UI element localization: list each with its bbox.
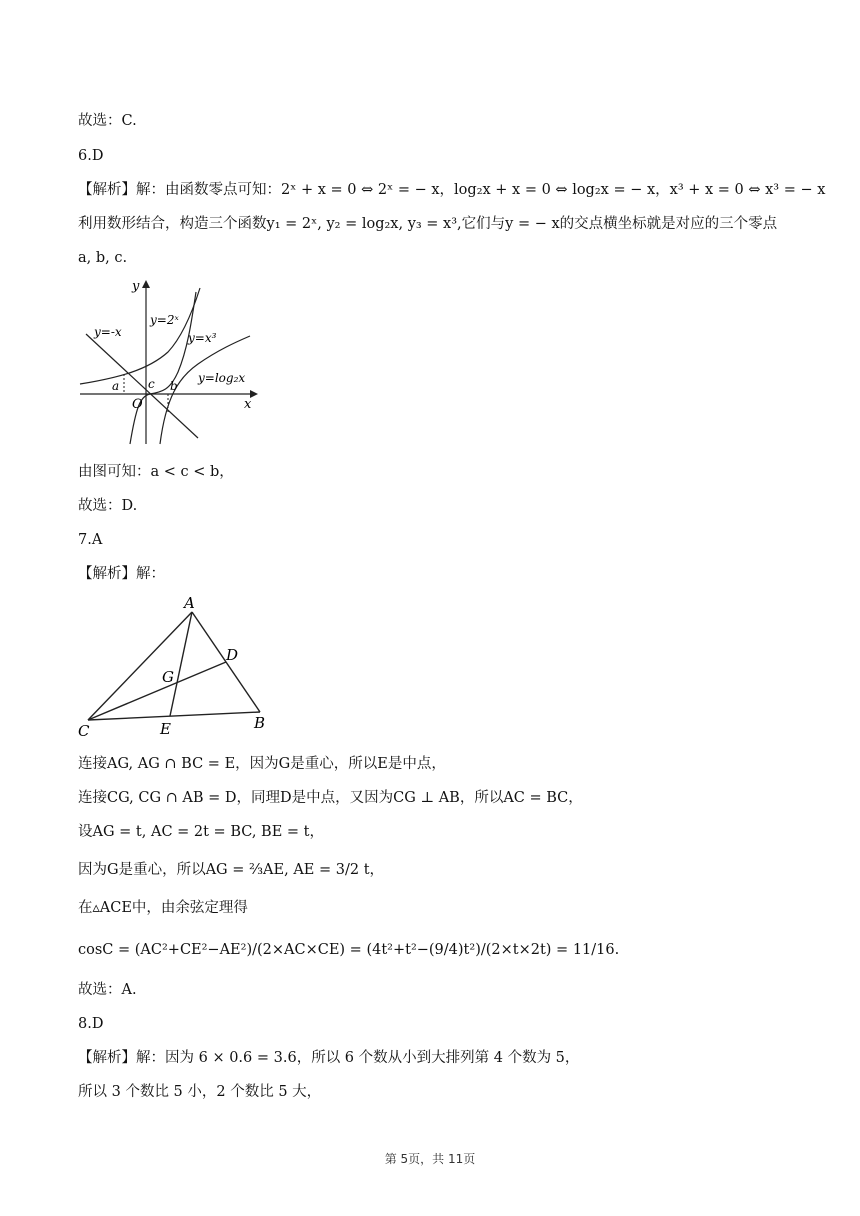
text-line-19: 所以 3 个数比 5 小，2 个数比 5 大， bbox=[78, 1084, 322, 1100]
text-line-13: 因为G是重心，所以AG = ⅔AE, AE = 3/2 t， bbox=[78, 862, 385, 878]
text-line-3: 【解析】解：由函数零点可知：2ˣ + x = 0 ⇔ 2ˣ = − x，log₂x + x = 0 ⇔ log₂x = − x，x³ + x = 0 ⇔ x³ = − x bbox=[78, 182, 826, 198]
label-cube: y=x³ bbox=[188, 331, 217, 345]
side-cb bbox=[88, 712, 260, 720]
label-log: y=log₂x bbox=[198, 371, 246, 385]
question-number-8: 8.D bbox=[78, 1016, 104, 1032]
label-b: b bbox=[170, 379, 178, 393]
label-G: G bbox=[162, 668, 174, 686]
label-x-axis: x bbox=[244, 397, 252, 412]
y-axis-arrow bbox=[142, 280, 150, 288]
text-line-6: 由图可知：a < c < b， bbox=[78, 464, 234, 480]
text-line-9: 【解析】解： bbox=[78, 566, 165, 582]
text-line-4: 利用数形结合，构造三个函数y₁ = 2ˣ, y₂ = log₂x, y₃ = x³,它们与y = − x的交点横坐标就是对应的三个零点 bbox=[78, 216, 778, 232]
triangle-figure bbox=[78, 594, 278, 742]
text-line-18: 【解析】解：因为 6 × 0.6 = 3.6，所以 6 个数从小到大排列第 4 个数为 5， bbox=[78, 1050, 580, 1066]
text-line-11: 连接CG, CG ∩ AB = D，同理D是中点，又因为CG ⊥ AB，所以AC = BC， bbox=[78, 790, 583, 806]
label-c: c bbox=[148, 377, 155, 391]
text-line-16: 故选：A. bbox=[78, 982, 137, 998]
label-E: E bbox=[160, 720, 171, 738]
label-y-axis: y bbox=[132, 279, 140, 294]
text-line-12: 设AG = t, AC = 2t = BC, BE = t， bbox=[78, 824, 324, 840]
label-D: D bbox=[226, 646, 239, 664]
median-cd bbox=[88, 662, 226, 720]
label-neg-x: y=-x bbox=[94, 325, 122, 339]
question-number-7: 7.A bbox=[78, 532, 103, 548]
label-B: B bbox=[254, 714, 266, 732]
label-A: A bbox=[184, 594, 195, 612]
text-line-1: 故选：C. bbox=[78, 113, 137, 129]
label-a: a bbox=[112, 379, 120, 393]
text-line-14: 在▵ACE中，由余弦定理得 bbox=[78, 900, 248, 916]
cosine-formula: cosC = (AC²+CE²−AE²)/(2×AC×CE) = (4t²+t²−(9/4)t²)/(2×t×2t) = 11/16. bbox=[78, 942, 620, 958]
function-graph bbox=[78, 278, 258, 446]
median-ae bbox=[170, 612, 192, 716]
label-origin: O bbox=[132, 397, 143, 412]
page-footer: 第 5页，共 11页 bbox=[384, 1152, 476, 1166]
text-line-10: 连接AG, AG ∩ BC = E，因为G是重心，所以E是中点， bbox=[78, 756, 446, 772]
label-C: C bbox=[78, 722, 90, 740]
text-line-5: a, b, c. bbox=[78, 250, 128, 266]
side-ca bbox=[88, 612, 192, 720]
text-line-7: 故选：D. bbox=[78, 498, 138, 514]
label-exp: y=2ˣ bbox=[150, 313, 179, 327]
question-number-6: 6.D bbox=[78, 148, 104, 164]
line-neg-x bbox=[86, 334, 198, 438]
